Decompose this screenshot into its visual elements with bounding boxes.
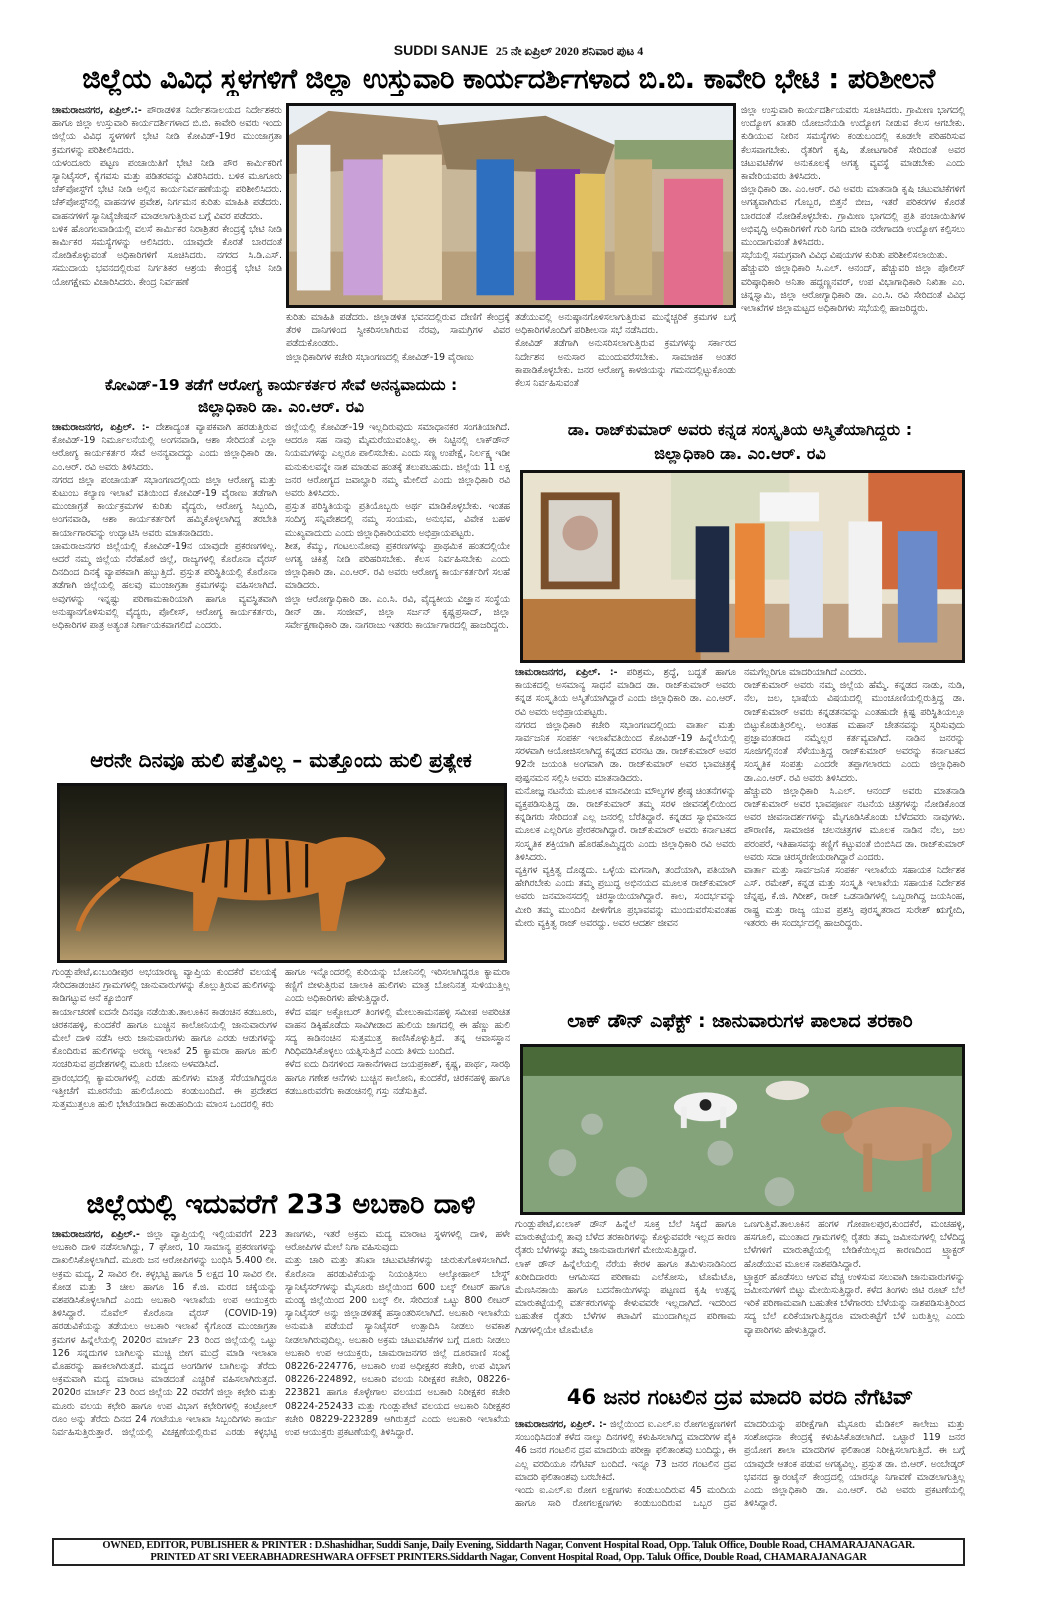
- paragraph-text: ನಗರದ ಜಿಲ್ಲಾಧಿಕಾರಿ ಕಚೇರಿ ಸಭಾಂಗಣದಲ್ಲಿಂದು ವಾರ್ತಾ ಮತ್ತು ಸಾರ್ವಜನಿಕ ಸಂಪರ್ಕ ಇಲಾಖೆವತಿಯಿಂದ ಕೋವಿಡ್-19 ಹಿನ್ನೆಲೆಯಲ್ಲಿ ಸರಳವಾಗಿ ಆಯೋಜಿಸಲಾಗಿದ್ದ ಕನ್ನಡದ ವರನಟ ಡಾ. ರಾಜ್‌ಕುಮಾರ್ ಅವರ 92ನೇ ಜಯಂತಿ ಅಂಗವಾಗಿ ಡಾ. ರಾಜ್‌ಕುಮಾರ್ ಅವರ ಭಾವಚಿತ್ರಕ್ಕೆ ಪುಷ್ಪನಮನ ಸಲ್ಲಿಸಿ ಅವರು ಮಾತನಾಡಿದರು.: [515, 719, 736, 784]
- dateline: ಚಾಮರಾಜನಗರ, ಏಪ್ರಿಲ್.-: [52, 1229, 140, 1240]
- headline-line-1: ಡಾ. ರಾಜ್‌ಕುಮಾರ್ ಅವರು ಕನ್ನಡ ಸಂಸ್ಕೃತಿಯ ಅಸ್ಮಿತೆಯಾಗಿದ್ದರು :: [567, 420, 913, 439]
- article-paragraph: [52, 1072, 277, 1112]
- article-paragraph: [741, 249, 965, 262]
- article-paragraph: [285, 1058, 510, 1098]
- paragraph-text: ಪೌರಾಡಳಿತ ನಿರ್ದೇಶನಾಲಯದ ನಿರ್ದೇಶಕರು ಹಾಗೂ ಜಿಲ್ಲಾ ಉಸ್ತುವಾರಿ ಕಾರ್ಯದರ್ಶಿಗಳಾದ ಬಿ.ಬಿ. ಕಾವೇರಿ ಅವರು ಇಂದು ಜಿಲ್ಲೆಯ ವಿವಿಧ ಸ್ಥಳಗಳಿಗೆ ಭೇಟಿ ನೀಡಿ ಕೋವಿಡ್-19ರ ಮುಂಜಾಗ್ರತಾ ಕ್ರಮಗಳನ್ನು ಪರಿಶೀಲಿಸಿದರು.: [52, 105, 282, 156]
- article-paragraph: [515, 1218, 736, 1258]
- paragraph-text: ಬಳಿಕ ಹೊಂಗಲವಾಡಿಯಲ್ಲಿ ವಲಸೆ ಕಾರ್ಮಿಕರ ನಿರಾಶ್ರಿತರ ಕೇಂದ್ರಕ್ಕೆ ಭೇಟಿ ನೀಡಿ ಕಾರ್ಮಿಕರ ಸಮಸ್ಯೆಗಳನ್ನು ಆಲಿಸಿದರು. ಯಾವುದೇ ಕೊರತೆ ಬಾರದಂತೆ ನೋಡಿಕೊಳ್ಳುವಂತೆ ಅಧಿಕಾರಿಗಳಿಗೆ ಸೂಚಿಸಿದರು. ನಗರದ ಸಿ.ಡಿ.ಎಸ್. ಸಮುದಾಯ ಭವನದಲ್ಲಿರುವ ನಿರ್ಗತಿಕರ ಆಶ್ರಯ ಕೇಂದ್ರಕ್ಕೆ ಭೇಟಿ ನೀಡಿ ಯೋಗಕ್ಷೇಮ ವಿಚಾರಿಸಿದರು. ಕೇಂದ್ರ ನಿರ್ವಹಣೆ: [52, 223, 282, 288]
- article-paragraph: [515, 1258, 736, 1337]
- cows-photo-image: [523, 1047, 962, 1212]
- article-kaveri-col2: [286, 311, 510, 371]
- article-paragraph: [285, 500, 510, 540]
- paragraph-text: ಪ್ರಸ್ತುತ ಪರಿಸ್ಥಿತಿಯನ್ನು ಪ್ರತಿಯೊಬ್ಬರು ಅರ್ಥ ಮಾಡಿಕೊಳ್ಳಬೇಕು. ಇಂತಹ ಸಂದಿಗ್ಧ ಸನ್ನಿವೇಶದಲ್ಲಿ ನಮ್ಮ ಸಂಯಮ, ಅನುಭವ, ವಿವೇಕ ಬಹಳ ಮುಖ್ಯವಾದುದು ಎಂದು ಜಿಲ್ಲಾಧಿಕಾರಿಯವರು ಅಭಿಪ್ರಾಯಪಟ್ಟರು.: [285, 501, 510, 539]
- paragraph-text: ಜಿಲ್ಲಾ ಉಸ್ತುವಾರಿ ಕಾರ್ಯದರ್ಶಿಯವರು ಸೂಚಿಸಿದರು. ಗ್ರಾಮೀಣ ಭಾಗದಲ್ಲಿ ಉದ್ಯೋಗ ಖಾತರಿ ಯೋಜನೆಯಡಿ ಉದ್ಯೋಗ ನೀಡುವ ಕೆಲಸ ಆಗಬೇಕು. ಕುಡಿಯುವ ನೀರಿನ ಸಮಸ್ಯೆಗಳು ಕಂಡುಬಂದಲ್ಲಿ ಕೂಡಲೇ ಪರಿಹರಿಸುವ ಕೆಲಸವಾಗಬೇಕು. ರೈತರಿಗೆ ಕೃಷಿ, ತೋಟಗಾರಿಕೆ ಸೇರಿದಂತೆ ಅವರ ಚಟುವಟಿಕೆಗಳ ಅನುಕೂಲಕ್ಕೆ ಅಗತ್ಯ ವ್ಯವಸ್ಥೆ ಮಾಡಬೇಕು ಎಂದು ಕಾವೇರಿಯವರು ತಿಳಿಸಿದರು.: [741, 105, 965, 183]
- paragraph-text: ಕುರಿತು ಮಾಹಿತಿ ಪಡೆದರು. ಜಿಲ್ಲಾಡಳಿತ ಭವನದಲ್ಲಿರುವ ದೇಣಿಗೆ ಕೇಂದ್ರಕ್ಕೆ ತೆರಳಿ ದಾನಿಗಳಿಂದ ಸ್ವೀಕರಿಸಲಾಗಿರುವ ನೆರವು, ಸಾಮಗ್ರಿಗಳ ವಿವರ ಪಡೆದುಕೊಂಡರು.: [286, 312, 510, 350]
- headline-lockdown: ಲಾಕ್ ಡೌನ್ ಎಫೆಕ್ಟ್ : ಜಾನುವಾರುಗಳ ಪಾಲಾದ ತರಕಾರಿ: [567, 1010, 913, 1032]
- paragraph-text: ಜಿಲ್ಲಾ ವ್ಯಾಪ್ತಿಯಲ್ಲಿ ಇಲ್ಲಿಯವರೆಗೆ 223 ಅಬಕಾರಿ ದಾಳಿ ನಡೆಸಲಾಗಿದ್ದು, 7 ಘೋರ, 10 ಸಾಮಾನ್ಯ ಪ್ರಕರಣಗಳನ್ನು ದಾಖಲಿಸಿಕೊಳ್ಳಲಾಗಿದೆ. ಮೂರು ಜನ ಆರೋಪಿಗಳನ್ನು ಬಂಧಿಸಿ 5.400 ಲೀ. ಅಕ್ರಮ ಮದ್ಯ, 2 ಸಾವಿರ ಲೀ. ಕಳ್ಳಭಟ್ಟಿ ಹಾಗೂ 5 ಲಕ್ಷದ 10 ಸಾವಿರ ಲೀ. ಕೋಡ ಮತ್ತು 3 ಚೀಲ ಹಾಗೂ 16 ಕೆ.ಜಿ. ಮರದ ಚಕ್ಕೆಯನ್ನು ವಶಪಡಿಸಿಕೊಳ್ಳಲಾಗಿದೆ ಎಂದು ಅಬಕಾರಿ ಇಲಾಖೆಯ ಉಪ ಆಯುಕ್ತರು ತಿಳಿಸಿದ್ದಾರೆ. ನೊವೆಲ್ ಕೊರೊನಾ ವೈರಸ್ (COVID-19) ಹರಡುವಿಕೆಯನ್ನು ತಡೆಯಲು ಅಬಕಾರಿ ಇಲಾಖೆ ಕೈಗೊಂಡ ಮುಂಜಾಗ್ರತಾ ಕ್ರಮಗಳ ಹಿನ್ನೆಲೆಯಲ್ಲಿ 2020ರ ಮಾರ್ಚ್ 23 ರಿಂದ ಜಿಲ್ಲೆಯಲ್ಲಿ ಒಟ್ಟು 126 ಸನ್ನದುಗಳ ಬಾಗಿಲನ್ನು ಮುಚ್ಚಿ ಬೀಗ ಮುದ್ರೆ ಮಾಡಿ ಇಲಾಖಾ ಮೊಹರನ್ನು ಹಾಕಲಾಗಿರುತ್ತದೆ. ಮದ್ಯದ ಅಂಗಡಿಗಳ ಬಾಗಿಲನ್ನು ತೆರೆದು ಅಕ್ರಮವಾಗಿ ಮದ್ಯ ಮಾರಾಟ ಮಾಡದಂತೆ ಎಚ್ಚರಿಕೆ ವಹಿಸಲಾಗಿರುತ್ತದೆ. 2020ರ ಮಾರ್ಚ್ 23 ರಿಂದ ಜಿಲ್ಲೆಯ 22 ರವರೆಗೆ ಜಿಲ್ಲಾ ಕಛೇರಿ ಮತ್ತು ಮೂರು ವಲಯ ಕಛೇರಿ ಹಾಗೂ ಉಪ ವಿಭಾಗ ಕಛೇರಿಗಳಲ್ಲಿ ಕಂಟ್ರೋಲ್ ರೂಂ ಅನ್ನು ತೆರೆದು ದಿನದ 24 ಗಂಟೆಯೂ ಇಲಾಖಾ ಸಿಬ್ಬಂದಿಗಳು ಕಾರ್ಯ ನಿರ್ವಹಿಸುತ್ತಿರುತ್ತಾರೆ. ಜಿಲ್ಲೆಯಲ್ಲಿ ವಿಚಕ್ಷಣೆಯಲ್ಲಿರುವ ಎರಡು ಕಳ್ಳಭಟ್ಟಿ ತಾಣಗಳು, ಇತರೆ ಅಕ್ರಮ ಮದ್ಯ ಮಾರಾಟ ಸ್ಥಳಗಳಲ್ಲಿ ದಾಳಿ, ಹಳೇ ಆರೋಪಿಗಳ ಮೇಲೆ ನಿಗಾ ವಹಿಸುವುದು: [52, 1229, 510, 1439]
- article-paragraph: [52, 223, 282, 289]
- imprint-line-2: PRINTED AT SRI VEERABHADRESHWARA OFFSET PRINTERS.Siddarth Nagar, Convent Hospital Road, Opp. Taluk Office, Double Road, CHAMARAJANAGAR: [150, 1552, 867, 1563]
- headline-line-1: ಕೋವಿಡ್-19 ತಡೆಗೆ ಆರೋಗ್ಯ ಕಾರ್ಯಕರ್ತರ ಸೇವೆ ಅನನ್ಯವಾದುದು :: [104, 376, 458, 394]
- paragraph-text: ಗುಂಡ್ಲುಪೇಟೆ,ಏ:ಬಂಡೀಪುರ ಅಭಯಾರಣ್ಯ ವ್ಯಾಪ್ತಿಯ ಕುಂದಕೆರೆ ವಲಯಕ್ಕೆ ಸೇರಿದಕಾಡಂಚಿನ ಗ್ರಾಮಗಳಲ್ಲಿ ಜಾನುವಾರುಗಳನ್ನು ಕೊಲ್ಲುತ್ತಿರುವ ಹುಲಿಗಳನ್ನು ಕಾಡಿಗಟ್ಟುವ ಆನೆ ಕ್ಯೂಬಿಂಗ್: [52, 967, 277, 1005]
- article-paragraph: [744, 785, 965, 864]
- article-paragraph: [285, 421, 510, 500]
- paragraph-text: ಮನೋಜ್ಞ ನಟನೆಯ ಮೂಲಕ ಮಾನವೀಯ ಮೌಲ್ಯಗಳ ಶ್ರೇಷ್ಠ ಚಿಂತನೆಗಳನ್ನು ವ್ಯಕ್ತಪಡಿಸುತ್ತಿದ್ದ ಡಾ. ರಾಜ್‌ಕುಮಾರ್ ತಮ್ಮ ಸರಳ ಜೀವನಶೈಲಿಯಿಂದ ಕನ್ನಡಿಗರು ಸೇರಿದಂತೆ ಎಲ್ಲ ಜನರಲ್ಲಿ ಬೆರೆತಿದ್ದಾರೆ. ಕನ್ನಡದ ಸ್ವಾಭಿಮಾನದ ಮೂಲಕ ಎಲ್ಲರಿಗೂ ಪ್ರೇರಕರಾಗಿದ್ದಾರೆ. ರಾಜ್‌ಕುಮಾರ್ ಅವರು ಕರ್ನಾಟಕದ ಸಂಸ್ಕೃತಿಕ ಶಕ್ತಿಯಾಗಿ ಹೊರಹೊಮ್ಮಿದ್ದರು ಎಂದು ಜಿಲ್ಲಾಧಿಕಾರಿ ರವಿ ಅವರು ತಿಳಿಸಿದರು.: [515, 785, 736, 863]
- dateline: ಚಾಮರಾಜನಗರ, ಏಪ್ರಿಲ್. :-: [52, 422, 150, 433]
- headline-rajkumar: [515, 418, 965, 466]
- photo-cows: [520, 1044, 965, 1215]
- dateline: ಚಾಮರಾಜನಗರ, ಏಪ್ರಿಲ್. :-: [515, 667, 618, 678]
- tribute-photo-image: [523, 473, 962, 660]
- paragraph-text: ದೇಶಾದ್ಯಂತ ವ್ಯಾಪಕವಾಗಿ ಹರಡುತ್ತಿರುವ ಕೋವಿಡ್-19 ನಿರ್ಮೂಲನೆಯಲ್ಲಿ ಅಂಗನವಾಡಿ, ಆಶಾ ಸೇರಿದಂತೆ ಎಲ್ಲಾ ಆರೋಗ್ಯ ಕಾರ್ಯಕರ್ತರ ಸೇವೆ ಅನನ್ಯವಾದದ್ದು ಎಂದು ಜಿಲ್ಲಾಧಿಕಾರಿ ಡಾ. ಎಂ.ಆರ್. ರವಿ ಅವರು ತಿಳಿಸಿದರು.: [52, 422, 277, 473]
- imprint-line-1: OWNED, EDITOR, PUBLISHER & PRINTER : D.Shashidhar, Suddi Sanje, Daily Evening, Siddarth Nagar, Convent Hospital Road, Opp. Taluk Office, Double Road, CHAMARAJANAGAR.: [102, 1540, 915, 1551]
- paragraph-text: ಜಿಲ್ಲಾಧಿಕಾರಿಗಳ ಕಚೇರಿ ಸಭಾಂಗಣದಲ್ಲಿ ಕೋವಿಡ್-19 ವೈರಾಣು: [286, 351, 474, 363]
- article-lockdown-body: [515, 1218, 965, 1378]
- article-paragraph: [744, 1271, 965, 1337]
- headline-abkari-raids: ಜಿಲ್ಲೆಯಲ್ಲಿ ಇದುವರೆಗೆ 233 ಅಬಕಾರಿ ದಾಳಿ: [86, 1189, 476, 1220]
- article-paragraph: [285, 593, 510, 633]
- article-paragraph: [285, 966, 510, 1006]
- paragraph-text: ಇಂದು ಐ.ಎಲ್.ಐ ರೋಗ ಲಕ್ಷಣಗಳು ಕಂಡುಬಂದಿರುವ 45 ಮಂದಿಯ ಹಾಗೂ ಸಾರಿ ರೋಗಲಕ್ಷಣಗಳು ಕಂಡುಬಂದಿರುವ ಒಬ್ಬರ ದ್ರವ ಮಾದರಿಯನ್ನು ಪರೀಕ್ಷೆಗಾಗಿ ಮೈಸೂರು ಮೆಡಿಕಲ್ ಕಾಲೇಜು ಮತ್ತು ಸಂಶೋಧನಾ ಕೇಂದ್ರಕ್ಕೆ ಕಳುಹಿಸಿಕೊಡಲಾಗಿದೆ. ಒಟ್ಟಾರೆ 119 ಜನರ ಪ್ರಯೋಗ ಶಾಲಾ ಮಾದರಿಗಳ ಫಲಿತಾಂಶ ನಿರೀಕ್ಷಿಸಲಾಗುತ್ತಿದೆ. ಈ ಬಗ್ಗೆ ಯಾವುದೇ ಆತಂಕ ಪಡುವ ಅಗತ್ಯವಿಲ್ಲ. ಪ್ರಸ್ತುತ ಡಾ. ಬಿ.ಆರ್. ಅಂಬೇಡ್ಕರ್ ಭವನದ ಕ್ವಾರಂಟೈನ್ ಕೇಂದ್ರದಲ್ಲಿ ಯಾರನ್ನೂ ನಿಗಾವಣೆ ಮಾಡಲಾಗುತ್ತಿಲ್ಲ ಎಂದು ಜಿಲ್ಲಾಧಿಕಾರಿ ಡಾ. ಎಂ.ಆರ್. ರವಿ ಅವರು ಪ್ರಕಟಣೆಯಲ್ಲಿ ತಿಳಿಸಿದ್ದಾರೆ.: [515, 1419, 965, 1510]
- paragraph-text: ಯಳಂದೂರು ಪಟ್ಟಣ ಪಂಚಾಯಿತಿಗೆ ಭೇಟಿ ನೀಡಿ ಪೌರ ಕಾರ್ಮಿಕರಿಗೆ ಸ್ಯಾನಿಟೈಸರ್, ಕೈಗವಸು ಮತ್ತು ಪಡಿತರವನ್ನು ವಿತರಿಸಿದರು. ಬಳಿಕ ಮೂಗೂರು ಚೆಕ್‌ಪೋಸ್ಟ್‌ಗೆ ಭೇಟಿ ನೀಡಿ ಅಲ್ಲಿನ ಕಾರ್ಯನಿರ್ವಹಣೆಯನ್ನು ಪರಿಶೀಲಿಸಿದರು. ಚೆಕ್‌ಪೋಸ್ಟ್‌ನಲ್ಲಿ ವಾಹನಗಳ ಪ್ರವೇಶ, ನಿರ್ಗಮನ ಕುರಿತು ಮಾಹಿತಿ ಪಡೆದರು. ವಾಹನಗಳಿಗೆ ಸ್ಯಾನಿಟೈಜೇಷನ್ ಮಾಡಲಾಗುತ್ತಿರುವ ಬಗ್ಗೆ ವಿವರ ಪಡೆದರು.: [52, 157, 282, 222]
- imprint-footer: [52, 1538, 965, 1566]
- article-paragraph: [52, 474, 277, 540]
- paragraph-text: ಜಿಲ್ಲೆಯಲ್ಲಿ ಕೋವಿಡ್-19 ಇಲ್ಲದಿರುವುದು ಸಮಾಧಾನಕರ ಸಂಗತಿಯಾಗಿದೆ. ಆದರೂ ಸಹ ನಾವು ಮೈಮರೆಯುವಂತಿಲ್ಲ. ಈ ನಿಟ್ಟಿನಲ್ಲಿ ಲಾಕ್‌ಡೌನ್ ನಿಯಮಗಳನ್ನು ಎಲ್ಲರೂ ಪಾಲಿಸಬೇಕು. ಎಂದು ಸಣ್ಣ ಉಪೇಕ್ಷೆ, ನಿರ್ಲಕ್ಷ್ಯ ಇಡೀ ಮನುಕುಲವನ್ನೇ ನಾಶ ಮಾಡುವ ಹಂತಕ್ಕೆ ತಲುಪಬಹುದು. ಜಿಲ್ಲೆಯ 11 ಲಕ್ಷ ಜನರ ಆರೋಗ್ಯದ ಜವಾಬ್ದಾರಿ ನಮ್ಮ ಮೇಲಿದೆ ಎಂದು ಜಿಲ್ಲಾಧಿಕಾರಿ ರವಿ ಅವರು ತಿಳಿಸಿದರು.: [285, 422, 510, 500]
- article-kaveri-col4: [741, 104, 965, 404]
- paragraph-text: ಜಿಲ್ಲಾ ಆರೋಗ್ಯಾಧಿಕಾರಿ ಡಾ. ಎಂ.ಸಿ. ರವಿ, ವೈದ್ಯಕೀಯ ವಿಜ್ಞಾನ ಸಂಸ್ಥೆಯ ಡೀನ್ ಡಾ. ಸಂಜೀವ್, ಜಿಲ್ಲಾ ಸರ್ಜನ್ ಕೃಷ್ಣಪ್ರಸಾದ್, ಜಿಲ್ಲಾ ಸರ್ವೇಕ್ಷಣಾಧಿಕಾರಿ ಡಾ. ನಾಗರಾಜು ಇತರರು ಕಾರ್ಯಾಗಾರದಲ್ಲಿ ಹಾಜರಿದ್ದರು.: [285, 593, 510, 632]
- article-paragraph: [515, 311, 736, 337]
- paragraph-text: ಗುಂಡ್ಲುಪೇಟೆ,ಏ:ಲಾಕ್ ಡೌನ್ ಹಿನ್ನೆಲೆ ಸೂಕ್ತ ಬೆಲೆ ಸಿಕ್ಕದೆ ಹಾಗೂ ಮಾರುಕಟ್ಟೆಯಲ್ಲಿ ತಾವು ಬೆಳೆದ ತರಕಾರಿಗಳನ್ನು ಕೊಳ್ಳುವವರೇ ಇಲ್ಲದ ಕಾರಣ ರೈತರು ಬೆಳೆಗಳನ್ನು ತಮ್ಮ ಜಾನುವಾರುಗಳಿಗೆ ಮೇಯಿಸುತ್ತಿದ್ದಾರೆ.: [515, 1219, 736, 1257]
- headline-line-2: ಜಿಲ್ಲಾಧಿಕಾರಿ ಡಾ. ಎಂ.ಆರ್. ರವಿ: [197, 398, 365, 416]
- dateline: ಚಾಮರಾಜನಗರ, ಏಪ್ರಿಲ್. :-: [515, 1419, 607, 1430]
- paragraph-text: ಹೆಚ್ಚುವರಿ ಜಿಲ್ಲಾಧಿಕಾರಿ ಸಿ.ಎಲ್. ಆನಂದ್ ಅವರು ಮಾತನಾಡಿ ರಾಜ್‌ಕುಮಾರ್ ಅವರ ಭಾವಪೂರ್ಣ ನಟನೆಯ ಚಿತ್ರಗಳನ್ನು ನೋಡಿಕೊಂಡ ಅವರ ಜೀವನಾದರ್ಶಗಳನ್ನು ಮೈಗೂಡಿಸಿಕೊಂಡು ಬೆಳೆದವರು ನಾವುಗಳು. ಪೌರಾಣಿಕ, ಸಾಮಾಜಿಕ ಚಲನಚಿತ್ರಗಳ ಮೂಲಕ ನಾಡಿನ ನೆಲ, ಜಲ ಪರಂಪರೆ, ಇತಿಹಾಸವನ್ನು ಕಣ್ಣಿಗೆ ಕಟ್ಟುವಂತೆ ಬಿಂಬಿಸಿದ ಡಾ. ರಾಜ್‌ಕುಮಾರ್ ಅವರು ಸದಾ ಚಿರಸ್ಮರಣೀಯರಾಗಿದ್ದಾರೆ ಎಂದರು.: [744, 785, 965, 863]
- article-paragraph: [741, 104, 965, 183]
- article-paragraph: [515, 864, 736, 930]
- article-tiger-body: [52, 966, 510, 1184]
- article-abkari-body: [52, 1228, 510, 1536]
- article-negative-body: [515, 1418, 965, 1536]
- article-covid-body: [52, 421, 510, 744]
- photo-tiger: [57, 783, 507, 963]
- article-paragraph: [52, 1006, 277, 1072]
- article-paragraph: [744, 864, 965, 930]
- paragraph-text: ಕಳೆದ ಐದು ದಿನಗಳಿಂದ ಸಾಕಾನೆಗಳಾದ ಜಯಪ್ರಕಾಶ್, ಕೃಷ್ಣ, ಪಾರ್ಥ, ಸಾರಥಿ ಹಾಗೂ ಗಣೇಶ ಆನೆಗಳು ಬುಚ್ಚಿನ ಕಾಲೋನಿ, ಕುಂದಕೆರೆ, ಚಿರಕನಹಳ್ಳಿ ಹಾಗೂ ಕಡಬೂರುವರೆಗು ಕಾಡಂಚಿನಲ್ಲಿ ಗಸ್ತು ನಡೆಸುತ್ತಿವೆ.: [285, 1059, 510, 1097]
- article-paragraph: [52, 104, 282, 157]
- paragraph-text: ಚಾಮರಾಜನಗರ ಜಿಲ್ಲೆಯಲ್ಲಿ ಕೋವಿಡ್-19ನ ಯಾವುದೇ ಪ್ರಕರಣಗಳಿಲ್ಲ. ಆದರೆ ನಮ್ಮ ಜಿಲ್ಲೆಯ ನೆರೆಹೊರೆ ಜಿಲ್ಲೆ, ರಾಜ್ಯಗಳಲ್ಲಿ ಕೊರೊನಾ ವೈರಸ್ ದಿನದಿಂದ ದಿನಕ್ಕೆ ವ್ಯಾಪಕವಾಗಿ ಹಬ್ಬುತ್ತಿದೆ. ಪ್ರಸ್ತುತ ಪರಿಸ್ಥಿತಿಯಲ್ಲಿ ಕೊರೊನಾ ತಡೆಗಾಗಿ ಜಿಲ್ಲೆಯಲ್ಲಿ ಹಲವು ಮುಂಜಾಗ್ರತಾ ಕ್ರಮಗಳನ್ನು ವಹಿಸಲಾಗಿದೆ. ಅವುಗಳನ್ನು ಇನ್ನಷ್ಟು ಪರಿಣಾಮಕಾರಿಯಾಗಿ ಹಾಗೂ ವ್ಯವಸ್ಥಿತವಾಗಿ ಅನುಷ್ಠಾನಗೊಳಿಸುವಲ್ಲಿ ವೈದ್ಯರು, ಪೊಲೀಸ್, ಆರೋಗ್ಯ ಕಾರ್ಯಕರ್ತರು, ಅಧಿಕಾರಿಗಳ ಪಾತ್ರ ಅತ್ಯಂತ ನಿರ್ಣಾಯಕವಾಗಲಿದೆ ಎಂದರು.: [52, 540, 277, 632]
- article-paragraph: [285, 1006, 510, 1059]
- paragraph-text: ಮತ್ತು ಚಾರಿ ಮತ್ತು ತನಿಖಾ ಚಟುವಟಿಕೆಗಳನ್ನು ಚುರುಕುಗೊಳಿಸಲಾಗಿದೆ. ಕೊರೊನಾ ಹರಡುವಿಕೆಯನ್ನು ನಿಯಂತ್ರಿಸಲು ಆಲ್ಕೋಹಾಲ್ ಬೇಸ್ಡ್ ಸ್ಯಾನಿಟೈಸರ್‌ಗಳನ್ನು ಮೈಸೂರು ಜಿಲ್ಲೆಯಿಂದ 600 ಬಲ್ಕ್ ಲೀಟರ್ ಹಾಗೂ ಮಂಡ್ಯ ಜಿಲ್ಲೆಯಿಂದ 200 ಬಲ್ಕ್ ಲೀ. ಸೇರಿದಂತೆ ಒಟ್ಟು 800 ಲೀಟರ್ ಸ್ಯಾನಿಟೈಸರ್ ಅನ್ನು ಜಿಲ್ಲಾಡಳಿತಕ್ಕೆ ಹಸ್ತಾಂತರಿಸಲಾಗಿದೆ. ಅಬಕಾರಿ ಇಲಾಖೆಯ ಅನುಮತಿ ಪಡೆಯದೆ ಸ್ಯಾನಿಟೈಸರ್ ಉತ್ಪಾದಿಸಿ ನೀಡಲು ಅವಕಾಶ ನೀಡಲಾಗಿರುವುದಿಲ್ಲ. ಅಬಕಾರಿ ಅಕ್ರಮ ಚಟುವಟಿಕೆಗಳ ಬಗ್ಗೆ ದೂರು ನೀಡಲು ಅಬಕಾರಿ ಉಪ ಆಯುಕ್ತರು, ಚಾಮರಾಜನಗರ ಜಿಲ್ಲೆ ದೂರವಾಣಿ ಸಂಖ್ಯೆ 08226-224776, ಅಬಕಾರಿ ಉಪ ಅಧೀಕ್ಷಕರ ಕಚೇರಿ, ಉಪ ವಿಭಾಗ 08226-224892, ಅಬಕಾರಿ ವಲಯ ನಿರೀಕ್ಷಕರ ಕಚೇರಿ, 08226-223821 ಹಾಗೂ ಕೊಳ್ಳೇಗಾಲ ವಲಯದ ಅಬಕಾರಿ ನಿರೀಕ್ಷಕರ ಕಚೇರಿ 08224-252433 ಮತ್ತು ಗುಂಡ್ಲುಪೇಟೆ ವಲಯದ ಅಬಕಾರಿ ನಿರೀಕ್ಷಕರ ಕಚೇರಿ 08229-223289 ಆಗಿರುತ್ತದೆ ಎಂದು ಅಬಕಾರಿ ಇಲಾಖೆಯ ಉಪ ಆಯುಕ್ತರು ಪ್ರಕಟಣೆಯಲ್ಲಿ ತಿಳಿಸಿದ್ದಾರೆ.: [285, 1255, 510, 1439]
- article-paragraph: [286, 351, 510, 364]
- article-paragraph: [744, 666, 965, 679]
- newspaper-name: SUDDI SANJE: [393, 42, 488, 58]
- headline-kaveri-visit: ಜಿಲ್ಲೆಯ ವಿವಿಧ ಸ್ಥಳಗಳಿಗೆ ಜಿಲ್ಲಾ ಉಸ್ತುವಾರಿ ಕಾರ್ಯದರ್ಶಿಗಳಾದ ಬಿ.ಬಿ. ಕಾವೇರಿ ಭೇಟಿ : ಪರಿಶೀಲನೆ: [82, 63, 935, 95]
- inspection-photo-image: [289, 106, 733, 305]
- paragraph-text: ಪ್ರಾರಂಭದಲ್ಲಿ ಕ್ಯಾಮರಾಗಳಲ್ಲಿ ಎರಡು ಹುಲಿಗಳು ಮಾತ್ರ ಸೆರೆಯಾಗಿದ್ದರೂ ಇತ್ತೀಚೆಗೆ ಮೂರನೆಯ ಹುಲಿಯೊಂದು ಕಂಡುಬಂದಿದೆ. ಈ ಪ್ರದೇಶದ ಸುತ್ತಮುತ್ತಲೂ ಹುಲಿ ಭೇಟೆಯಾಡಿದ ಕಾಡುಹಂದಿಯ ಮಾಂಸ ಒಂದರಲ್ಲಿ ಕರು: [52, 1072, 277, 1111]
- paragraph-text: ತಡೆಯುವಲ್ಲಿ ಅನುಷ್ಠಾನಗೊಳಿಸಲಾಗುತ್ತಿರುವ ಮುನ್ನೆಚ್ಚರಿಕೆ ಕ್ರಮಗಳ ಬಗ್ಗೆ ಅಧಿಕಾರಿಗಳೊಂದಿಗೆ ಪರಿಶೀಲನಾ ಸಭೆ ನಡೆಸಿದರು.: [515, 312, 736, 337]
- article-paragraph: [52, 157, 282, 223]
- paragraph-text: ಹಾಗೂ ಇನ್ನೊಂದರಲ್ಲಿ ಕುರಿಯನ್ನು ಬೋನಿನಲ್ಲಿ ಇರಿಸಲಾಗಿದ್ದರೂ ಕ್ಯಾಮರಾ ಕಣ್ಣಿಗೆ ಬೀಳುತ್ತಿರುವ ಚಾಲಾಕಿ ಹುಲಿಗಳು ಮಾತ್ರ ಬೋನಿನತ್ತ ಸುಳಿಯುತ್ತಿಲ್ಲ ಎಂದು ಅಧಿಕಾರಿಗಳು ಹೇಳುತ್ತಿದ್ದಾರೆ.: [285, 967, 510, 1005]
- paragraph-text: ರಾಜ್‌ಕುಮಾರ್ ಅವರು ನಮ್ಮ ಜಿಲ್ಲೆಯ ಹೆಮ್ಮೆ. ಕನ್ನಡದ ನಾಡು, ನುಡಿ, ನೆಲ, ಜಲ, ಭಾಷೆಯ ವಿಷಯದಲ್ಲಿ ಮುಂಚೂಣಿಯಲ್ಲಿರುತ್ತಿದ್ದ ಡಾ. ರಾಜ್‌ಕುಮಾರ್ ಅವರು ಕನ್ನಡತನವನ್ನು ಎಂತಹುದೇ ಕ್ಲಿಷ್ಟ ಪರಿಸ್ಥಿತಿಯಲ್ಲೂ ಬಿಟ್ಟುಕೊಡುತ್ತಿರಲಿಲ್ಲ. ಅಂತಹ ಮಹಾನ್ ಚೇತನವನ್ನು ಸ್ಮರಿಸುವುದು ಪ್ರಜ್ಞಾವಂತರಾದ ನಮ್ಮೆಲ್ಲರ ಕರ್ತವ್ಯವಾಗಿದೆ. ನಾಡಿನ ಜನರನ್ನು ಸೂಜಿಗಲ್ಲಿನಂತೆ ಸೆಳೆಯುತ್ತಿದ್ದ ರಾಜ್‌ಕುಮಾರ್ ಅವರನ್ನು ಕರ್ನಾಟಕದ ಸಂಸ್ಕೃತಿಕ ಸಂಪತ್ತು ಎಂದರೇ ತಪ್ಪಾಗಲಾರದು ಎಂದು ಜಿಲ್ಲಾಧಿಕಾರಿ ಡಾ.ಎಂ.ಆರ್. ರವಿ ಅವರು ತಿಳಿಸಿದರು.: [744, 680, 965, 784]
- issue-date: 25 ನೇ ಏಪ್ರಿಲ್ 2020 ಶನಿವಾರ ಪುಟ 4: [495, 44, 644, 58]
- paragraph-text: ವ್ಯಕ್ತಿಗಳ ವ್ಯಕ್ತಿತ್ವ ದೊಡ್ಡದು. ಒಳ್ಳೆಯ ಮಗನಾಗಿ, ತಂದೆಯಾಗಿ, ಪತಿಯಾಗಿ ಹೇಗಿರಬೇಕು ಎಂದು ತಮ್ಮ ಪ್ರಬುದ್ಧ ಅಭಿನಯದ ಮೂಲಕ ರಾಜ್‌ಕುಮಾರ್ ಅವರು ಜನಮಾನಸದಲ್ಲಿ ಚಿರಸ್ಥಾಯಿಯಾಗಿದ್ದಾರೆ. ಕಾಲ, ಸಂದರ್ಭವನ್ನು ಮೀರಿ ತಮ್ಮ ಮುಂದಿನ ಪೀಳಿಗೆಗೂ ಪ್ರಭಾವವನ್ನು ಮುಂದುವರೆಸುವಂತಹ ಮೇರು ವ್ಯಕ್ತಿತ್ವ ರಾಜ್ ಅವರದ್ದು. ಅವರ ಆದರ್ಶ ಜೀವನ: [515, 865, 736, 929]
- article-paragraph: [515, 785, 736, 864]
- tiger-photo-image: [60, 786, 504, 960]
- headline-line-2: ಜಿಲ್ಲಾಧಿಕಾರಿ ಡಾ. ಎಂ.ಆರ್. ರವಿ: [654, 444, 826, 463]
- article-paragraph: [741, 183, 965, 249]
- paragraph-text: ಕಳೆದ ವರ್ಷ ಅಕ್ಟೋಬರ್ ತಿಂಗಳಲ್ಲಿ ಮೇಲುಕಾಮನಹಳ್ಳಿ ಸಮೀಪ ಅಪರಿಚಿತ ವಾಹನ ಡಿಕ್ಕಿಹೊಡೆದು ಸಾವಿಗೀಡಾದ ಹುಲಿಯ ಜಾಗದಲ್ಲಿ ಈ ಹೆಣ್ಣು ಹುಲಿ ಸದ್ಯ ಕಾಡಿನಂಚಿನ ಸುತ್ತಮುತ್ತ ಕಾಣಿಸಿಕೊಳ್ಳುತ್ತಿದೆ. ತನ್ನ ಆವಾಸಸ್ಥಾನ ಗಿರಿಧಿವಡಿಸಿಕೊಳ್ಳಲು ಯತ್ನಿಸುತ್ತಿದೆ ಎಂದು ತಿಳಿದು ಬಂದಿದೆ.: [285, 1006, 510, 1058]
- article-paragraph: [515, 719, 736, 785]
- masthead: [0, 42, 1037, 59]
- dateline: ಚಾಮರಾಜನಗರ, ಏಪ್ರಿಲ್.:-: [52, 105, 142, 116]
- paragraph-text: ನಗರದ ಜಿಲ್ಲಾ ಪಂಚಾಯತ್ ಸಭಾಂಗಣದಲ್ಲಿಂದು ಜಿಲ್ಲಾ ಆರೋಗ್ಯ ಮತ್ತು ಕುಟುಂಬ ಕಲ್ಯಾಣ ಇಲಾಖೆ ವತಿಯಿಂದ ಕೋವಿಡ್-19 ವೈರಾಣು ತಡೆಗಾಗಿ ಮುಂಜಾಗ್ರತೆ ಕಾರ್ಯಕ್ರಮಗಳ ಕುರಿತು ವೈದ್ಯರು, ಆರೋಗ್ಯ ಸಿಬ್ಬಂದಿ, ಅಂಗನವಾಡಿ, ಆಶಾ ಕಾರ್ಯಕರ್ತರಿಗೆ ಹಮ್ಮಿಕೊಳ್ಳಲಾಗಿದ್ದ ತರಬೇತಿ ಕಾರ್ಯಾಗಾರವನ್ನು ಉದ್ಘಾಟಿಸಿ ಅವರು ಮಾತನಾಡಿದರು.: [52, 474, 277, 539]
- article-paragraph: [515, 666, 736, 719]
- paragraph-text: ಶೀತ, ಕೆಮ್ಮು, ಗಂಟಲುನೋವು ಪ್ರಕರಣಗಳನ್ನು ಪ್ರಾಥಮಿಕ ಹಂತದಲ್ಲಿಯೇ ಅಗತ್ಯ ಚಿಕಿತ್ಸೆ ನೀಡಿ ಪರಿಹರಿಸಬೇಕು. ಕೆಲಸ ನಿರ್ವಹಿಸಬೇಕು ಎಂದು ಜಿಲ್ಲಾಧಿಕಾರಿ ಡಾ. ಎಂ.ಆರ್. ರವಿ ಅವರು ಆರೋಗ್ಯ ಕಾರ್ಯಕರ್ತರಿಗೆ ಸಲಹೆ ಮಾಡಿದರು.: [285, 540, 510, 592]
- article-paragraph: [741, 262, 965, 315]
- paragraph-text: ಟ್ರ್ಯಾಕ್ಟರ್ ಹೊಡೆಸಲು ಆಗುವ ವೆಚ್ಚ ಉಳಿಸುವ ಸಲುವಾಗಿ ಜಾನುವಾರುಗಳನ್ನು ಜಮೀನುಗಳಿಗೆ ಬಿಟ್ಟು ಮೇಯಿಸುತ್ತಿದ್ದಾರೆ. ಕಳೆದ ತಿಂಗಳು ಜಿಟಿ ರೂಟ್ ಬೆಲೆ ಇರಿಕೆ ಪರಿಣಾಮವಾಗಿ ಬಹುತೇಕ ಬೆಳೆಗಾರರು ಬೆಳೆಯನ್ನು ನಾಶಪಡಿಸುತ್ತಿರಿಂದ ಸದ್ಯ ಬೆಲೆ ಏರಿಕೆಯಾಗುತ್ತಿದ್ದರೂ ಮಾರುಕಟ್ಟೆಗೆ ಬೆಳೆ ಬರುತ್ತಿಲ್ಲ ಎಂದು ವ್ಯಾಪಾರಿಗಳು ಹೇಳುತ್ತಿದ್ದಾರೆ.: [744, 1271, 965, 1336]
- article-paragraph: [285, 1254, 510, 1439]
- paragraph-text: ಕಾರ್ಯಾಚರಣೆ ಐದನೇ ದಿನವೂ ನಡೆಯಿತು.ತಾಲೂಕಿನ ಕಾಡಂಚಿನ ಕಡಬೂರು, ಚಿರಕನಹಳ್ಳಿ, ಕುಂದಕೆರೆ ಹಾಗೂ ಬುಚ್ಚಿನ ಕಾಲೋನಿಯಲ್ಲಿ ಜಾನುವಾರುಗಳ ಮೇಲೆ ದಾಳಿ ನಡೆಸಿ ಆರು ಜಾನುವಾರುಗಳು ಹಾಗೂ ಎರಡು ಆಡುಗಳನ್ನು ಕೊಂದಿರುವ ಹುಲಿಗಳನ್ನು ಅರಣ್ಯ ಇಲಾಖೆ 25 ಕ್ಯಾಮರಾ ಹಾಗೂ ಹುಲಿ ಸಂಚರಿಸುವ ಪ್ರದೇಶಗಳಲ್ಲಿ ಮೂರು ಬೋನು ಅಳವಡಿಸಿದೆ.: [52, 1006, 277, 1071]
- article-paragraph: [52, 966, 277, 1006]
- paragraph-text: ಜಿಲ್ಲಾಧಿಕಾರಿ ಡಾ. ಎಂ.ಆರ್. ರವಿ ಅವರು ಮಾತನಾಡಿ ಕೃಷಿ ಚಟುವಟಿಕೆಗಳಿಗೆ ಅಗತ್ಯವಾಗಿರುವ ಗೊಬ್ಬರ, ಬಿತ್ತನೆ ಬೀಜ, ಇತರೆ ಪರಿಕರಗಳ ಕೊರತೆ ಬಾರದಂತೆ ನೋಡಿಕೊಳ್ಳಬೇಕು. ಗ್ರಾಮೀಣ ಭಾಗದಲ್ಲಿ ಪ್ರತಿ ಪಂಚಾಯಿತಿಗಳ ಅಭಿವೃದ್ಧಿ ಅಧಿಕಾರಿಗಳಿಗೆ ಗುರಿ ನಿಗದಿ ಮಾಡಿ ನರೇಗಾದಡಿ ಉದ್ಯೋಗ ಕಲ್ಪಿಸಲು ಮುಂದಾಗುವಂತೆ ತಿಳಿಸಿದರು.: [741, 184, 965, 249]
- article-paragraph: [285, 540, 510, 593]
- paragraph-text: ಕೋವಿಡ್ ತಡೆಗಾಗಿ ಅನುಸರಿಸಲಾಗುತ್ತಿರುವ ಕ್ರಮಗಳನ್ನು ಸರ್ಕಾರದ ನಿರ್ದೇಶನ ಅನುಸಾರ ಮುಂದುವರೆಸಬೇಕು. ಸಾಮಾಜಿಕ ಅಂತರ ಕಾಪಾಡಿಕೊಳ್ಳಬೇಕು. ಜನರ ಆರೋಗ್ಯ ಕಾಳಜಿಯನ್ನು ಗಮನದಲ್ಲಿಟ್ಟುಕೊಂಡು ಕೆಲಸ ನಿರ್ವಹಿಸುವಂತೆ: [515, 338, 736, 390]
- paragraph-text: ಒಣಗುತ್ತಿವೆ.ತಾಲೂಕಿನ ಹಂಗಳ ಗೋಪಾಲಪುರ,ಕುಂದಕೆರೆ, ಮಂಚಹಳ್ಳಿ, ಹಸಗೂಲಿ, ಮುಂತಾದ ಗ್ರಾಮಗಳಲ್ಲಿ ರೈತರು ತಮ್ಮ ಜಮೀನುಗಳಲ್ಲಿ ಬೆಳೆದಿದ್ದ ಬೆಳೆಗಳಿಗೆ ಮಾರುಕಟ್ಟೆಯಲ್ಲಿ ಬೇಡಿಕೆಯಿಲ್ಲದ ಕಾರಣದಿಂದ ಟ್ರ್ಯಾಕ್ಟರ್ ಹೊಡೆಯುವ ಮೂಲಕ ನಾಶಪಡಿಸಿದ್ದಾರೆ.: [744, 1219, 965, 1270]
- photo-tribute: [520, 470, 965, 663]
- headline-tiger: ಆರನೇ ದಿನವೂ ಹುಲಿ ಪತ್ತೆವಿಲ್ಲ – ಮತ್ತೊಂದು ಹುಲಿ ಪ್ರತ್ಯೇಕ: [90, 748, 472, 772]
- article-kaveri-col3: [515, 311, 736, 404]
- photo-inspection: [286, 103, 736, 308]
- article-paragraph: [515, 1418, 736, 1484]
- article-paragraph: [52, 540, 277, 632]
- headline-covid-health-workers: [52, 374, 510, 418]
- article-paragraph: [515, 337, 736, 390]
- paragraph-text: ಸಭೆಯಲ್ಲಿ ಸಮಗ್ರವಾಗಿ ವಿವಿಧ ವಿಷಯಗಳ ಕುರಿತು ಪರಿಶೀಲಿಸಲಾಯಿತು.: [741, 250, 948, 262]
- paragraph-text: ನಮಗೆಲ್ಲರಿಗೂ ಮಾದರಿಯಾಗಿದೆ ಎಂದರು.: [744, 667, 867, 678]
- paragraph-text: ಹೆಚ್ಚುವರಿ ಜಿಲ್ಲಾಧಿಕಾರಿ ಸಿ.ಎಲ್. ಆನಂದ್, ಹೆಚ್ಚುವರಿ ಜಿಲ್ಲಾ ಪೊಲೀಸ್ ವರಿಷ್ಠಾಧಿಕಾರಿ ಅನಿತಾ ಹದ್ದಣ್ಣನವರ್, ಉಪ ವಿಭಾಗಾಧಿಕಾರಿ ನಿಖಿತಾ ಎಂ. ಚಿನ್ನಸ್ವಾಮಿ, ಜಿಲ್ಲಾ ಆರೋಗ್ಯಾಧಿಕಾರಿ ಡಾ. ಎಂ.ಸಿ. ರವಿ ಸೇರಿದಂತೆ ವಿವಿಧ ಇಲಾಖೆಗಳ ಜಿಲ್ಲಾಮಟ್ಟದ ಅಧಿಕಾರಿಗಳು ಸಭೆಯಲ್ಲಿ ಹಾಜರಿದ್ದರು.: [741, 263, 965, 315]
- article-paragraph: [744, 679, 965, 785]
- article-paragraph: [286, 311, 510, 351]
- paragraph-text: ಜಿಲ್ಲೆಯಿಂದ ಐ.ಎಲ್.ಐ ರೋಗಲಕ್ಷಣಗಳಿಗೆ ಸಂಬಂಧಿಸಿದಂತೆ ಕಳೆದ ನಾಲ್ಕು ದಿನಗಳಲ್ಲಿ ಕಳುಹಿಸಲಾಗಿದ್ದ ಮಾದರಿಗಳ ಪೈಕಿ 46 ಜನರ ಗಂಟಲಿನ ದ್ರವ ಮಾದರಿಯ ಪರೀಕ್ಷಾ ಫಲಿತಾಂಶವು ಬಂದಿದ್ದು, ಈ ಎಲ್ಲ ವರದಿಯೂ ನೆಗೆಟಿವ್ ಬಂದಿದೆ. ಇನ್ನೂ 73 ಜನರ ಗಂಟಲಿನ ದ್ರವ ಮಾದರಿ ಫಲಿತಾಂಶವು ಬರಬೇಕಿದೆ.: [515, 1419, 736, 1483]
- article-kaveri-col1: [52, 104, 282, 352]
- paragraph-text: ಪರಿಶ್ರಮ, ಶ್ರದ್ಧೆ, ಬದ್ಧತೆ ಹಾಗೂ ಕಾಯಕದಲ್ಲಿ ಅಸಮಾನ್ಯ ಸಾಧನೆ ಮಾಡಿದ ಡಾ. ರಾಜ್‌ಕುಮಾರ್ ಅವರು ಕನ್ನಡ ಸಂಸ್ಕೃತಿಯ ಅಸ್ಮಿತೆಯಾಗಿದ್ದಾರೆ ಎಂದು ಜಿಲ್ಲಾಧಿಕಾರಿ ಡಾ. ಎಂ.ಆರ್. ರವಿ ಅವರು ಅಭಿಪ್ರಾಯಪಟ್ಟರು.: [515, 667, 736, 718]
- article-paragraph: [744, 1218, 965, 1271]
- headline-throat-samples-negative: 46 ಜನರ ಗಂಟಲಿನ ದ್ರವ ಮಾದರಿ ವರದಿ ನೆಗೆಟಿವ್: [566, 1385, 914, 1409]
- article-paragraph: [52, 421, 277, 474]
- paragraph-text: ವಾರ್ತಾ ಮತ್ತು ಸಾರ್ವಜನಿಕ ಸಂಪರ್ಕ ಇಲಾಖೆಯ ಸಹಾಯಕ ನಿರ್ದೇಶಕ ಎಸ್. ರಮೇಶ್, ಕನ್ನಡ ಮತ್ತು ಸಂಸ್ಕೃತಿ ಇಲಾಖೆಯ ಸಹಾಯಕ ನಿರ್ದೇಶಕ ಚೆನ್ನಪ್ಪ, ಕೆ.ಜಿ. ಗಿರೀಶ್, ರಾಜ್ ಒಡನಾಡಿಗಳಲ್ಲಿ ಒಬ್ಬರಾಗಿದ್ದ ಜಯಸಿಂಹ, ರಾಷ್ಟ್ರ ಮತ್ತು ರಾಜ್ಯ ಯುವ ಪ್ರಶಸ್ತಿ ಪುರಸ್ಕೃತರಾದ ಸುರೇಶ್ ಋಗ್ವೇದಿ, ಇತರರು ಈ ಸಂದರ್ಭದಲ್ಲಿ ಹಾಜರಿದ್ದರು.: [744, 865, 965, 929]
- paragraph-text: ಲಾಕ್ ಡೌನ್ ಹಿನ್ನೆಲೆಯಲ್ಲಿ ನೆರೆಯ ಕೇರಳ ಹಾಗೂ ತಮಿಳುನಾಡಿನಿಂದ ಖರೀದಿದಾರರು ಆಗಮಿಸದ ಪರಿಣಾಮ ಎಲೆಕೋಸು, ಟೊಮೆಟೊ, ಮೆಣಸಿನಕಾಯಿ ಹಾಗೂ ಬದನೆಕಾಯಿಗಳನ್ನು ಪಟ್ಟಣದ ಕೃಷಿ ಉತ್ಪನ್ನ ಮಾರುಕಟ್ಟೆಯಲ್ಲಿ ವರ್ತಕರುಗಳನ್ನು ಕೇಳುವವರೇ ಇಲ್ಲದಾಗಿದೆ. ಇದರಿಂದ ಬಹುತೇಕ ರೈತರು ಬೆಳೆಗಳ ಕಟಾವಿಗೆ ಮುಂದಾಗಿಲ್ಲದ ಪರಿಣಾಮ ಗಿಡಗಳಲ್ಲಿಯೇ ಟೊಮೆಟೊ: [515, 1258, 736, 1336]
- article-rajkumar-body: [515, 666, 965, 1006]
